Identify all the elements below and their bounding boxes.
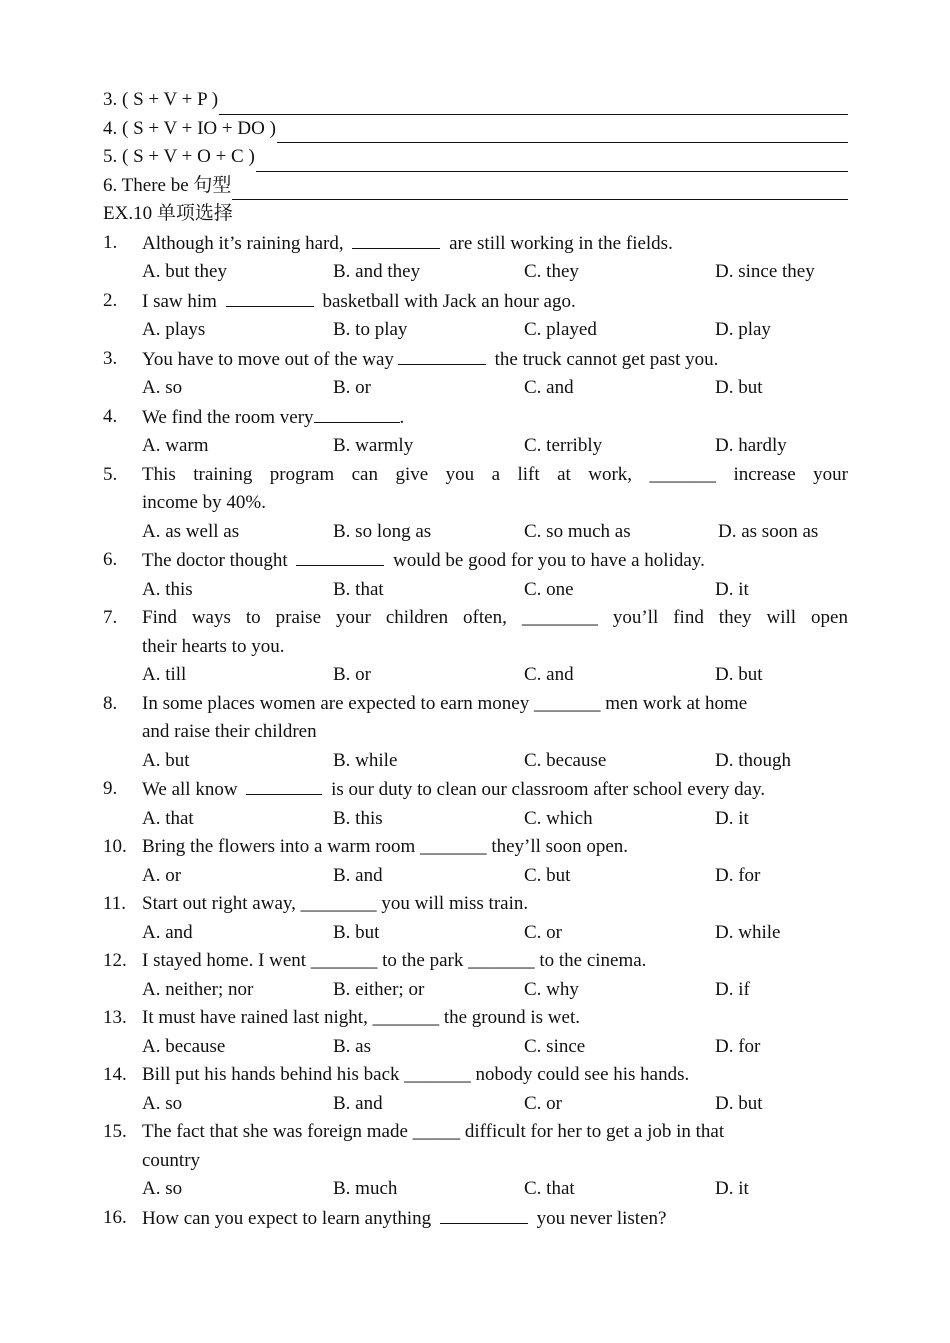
option-c: C. but [524,864,571,886]
option-d: D. but [715,664,763,685]
answer-blank [226,287,314,307]
question-text-before: How can you expect to learn anything [142,1207,432,1229]
question-text [142,775,848,805]
question-number: 10. [103,836,127,857]
option-b: B. and [333,1092,383,1114]
pattern-label: 4. ( S + V + IO + DO ) [103,117,276,139]
options-14 [103,1090,848,1119]
answer-line [256,150,848,172]
question-text [142,604,848,661]
answer-blank [352,229,440,249]
options-7 [103,661,848,690]
option-c: C. why [524,978,579,1000]
question-12 [103,947,848,976]
question-line-2: income by 40%. [142,492,267,513]
question-line-2: country [142,1149,201,1171]
question-number: 6. [103,549,118,570]
question-3 [103,345,848,375]
option-d: D. it [715,1178,749,1199]
question-text-before: The doctor thought [142,550,288,571]
options-5 [103,518,848,547]
option-b: B. warmly [333,435,414,456]
section-title: EX.10 单项选择 [103,203,233,224]
question-line-1: The fact that she was foreign made _____ difficult for her to get a job in that [142,1121,725,1142]
option-d: D. play [715,319,771,340]
option-b: B. and [333,864,383,886]
question-number: 11. [103,893,127,914]
question-1 [103,229,848,259]
question-10 [103,833,848,862]
options-10 [103,862,848,891]
answer-line [277,121,848,143]
question-16 [103,1204,848,1234]
option-b: B. to play [333,319,408,340]
option-d: D. hardly [715,435,787,456]
question-text-after: would be good for you to have a holiday. [393,550,705,571]
option-c: C. or [524,921,562,943]
question-number: 2. [103,289,118,311]
question-text-before: We find the room very [142,406,314,428]
pattern-label: 3. ( S + V + P ) [103,89,219,110]
option-a: A. but [142,749,190,771]
question-text [142,1204,848,1234]
option-b: B. that [333,578,384,600]
question-number: 12. [103,950,127,971]
question-text [142,1118,848,1175]
question-text [142,287,848,317]
option-a: A. so [142,1092,183,1114]
question-number: 4. [103,405,118,427]
question-text-after: . [399,406,405,428]
option-a: A. and [142,921,193,943]
question-15 [103,1118,848,1175]
worksheet-page [103,86,848,1233]
option-a: A. that [142,807,194,829]
option-c: C. and [524,664,574,685]
question-line-2: and raise their children [142,721,317,742]
question-number: 15. [103,1121,127,1142]
question-number: 8. [103,692,118,714]
option-d: D. it [715,578,749,600]
question-text-before: I saw him [142,290,217,312]
question-number: 7. [103,607,118,628]
question-text-after: is our duty to clean our classroom after school every day. [331,779,766,800]
option-c: C. since [524,1035,586,1057]
question-text: Bring the flowers into a warm room _______ they’ll soon open. [142,836,629,857]
question-7 [103,604,848,661]
option-c: C. which [524,807,593,829]
option-b: B. much [333,1178,398,1199]
option-d: D. but [715,1092,763,1114]
question-6 [103,546,848,576]
option-b: B. either; or [333,978,425,1000]
option-a: A. but they [142,261,227,282]
answer-blank [398,345,486,365]
options-13 [103,1033,848,1062]
question-text [142,403,848,433]
answer-line [232,178,848,200]
question-text: Bill put his hands behind his back _______ nobody could see his hands. [142,1064,690,1085]
option-c: C. they [524,261,579,282]
question-text: It must have rained last night, _______ the ground is wet. [142,1007,580,1028]
option-b: B. while [333,749,398,771]
question-text-before: We all know [142,779,238,800]
option-b: B. so long as [333,520,432,542]
option-d: D. for [715,1035,761,1057]
question-5 [103,461,848,518]
question-text-after: are still working in the fields. [449,232,673,254]
options-12 [103,976,848,1005]
question-number: 5. [103,463,118,485]
option-a: A. so [142,377,183,398]
answer-blank [246,775,322,795]
question-11 [103,890,848,919]
question-number: 3. [103,347,118,369]
option-a: A. till [142,664,187,685]
answer-blank [314,403,400,423]
options-1 [103,258,848,287]
option-a: A. plays [142,319,206,340]
question-text: Start out right away, ________ you will miss train. [142,893,529,914]
option-b: B. or [333,377,371,398]
options-4 [103,432,848,461]
option-d: D. as soon as [718,520,819,542]
option-d: D. for [715,864,761,886]
pattern-line-3 [103,86,848,115]
option-d: D. if [715,978,750,1000]
option-b: B. this [333,807,383,829]
question-2 [103,287,848,317]
question-9 [103,775,848,805]
question-text [142,345,848,375]
pattern-line-6 [103,172,848,201]
options-2 [103,316,848,345]
option-a: A. neither; nor [142,978,254,1000]
option-d: D. though [715,749,791,771]
options-3 [103,374,848,403]
pattern-line-5 [103,143,848,172]
question-line-2: their hearts to you. [142,635,285,657]
question-text-after: basketball with Jack an hour ago. [322,290,576,312]
question-number: 13. [103,1007,127,1028]
options-8 [103,747,848,776]
option-a: A. so [142,1178,183,1199]
option-a: A. as well as [142,520,240,542]
option-a: A. this [142,578,193,600]
option-c: C. played [524,319,597,340]
option-c: C. one [524,578,574,600]
question-text [142,546,848,576]
option-a: A. because [142,1035,226,1057]
question-number: 16. [103,1206,127,1228]
option-b: B. but [333,921,380,943]
question-13 [103,1004,848,1033]
question-number: 14. [103,1064,127,1085]
question-text [142,229,848,259]
question-text [142,690,848,747]
option-d: D. while [715,921,781,943]
answer-blank [296,546,384,566]
question-4 [103,403,848,433]
option-a: A. warm [142,435,209,456]
pattern-label: 6. There be 句型 [103,174,232,196]
question-text [142,461,848,518]
question-number: 1. [103,231,118,253]
options-9 [103,805,848,834]
question-text-after: you never listen? [536,1207,667,1229]
options-15 [103,1175,848,1204]
option-b: B. and they [333,261,421,282]
option-c: C. that [524,1178,575,1199]
question-8 [103,690,848,747]
option-c: C. and [524,377,574,398]
question-text-before: Although it’s raining hard, [142,232,344,254]
question-line-1: This training program can give you a lift at work, _______ increase your [142,463,848,485]
option-c: C. terribly [524,435,603,456]
pattern-line-4 [103,115,848,144]
options-11 [103,919,848,948]
question-14 [103,1061,848,1090]
options-6 [103,576,848,605]
pattern-label: 5. ( S + V + O + C ) [103,146,255,167]
option-d: D. it [715,807,749,829]
answer-line [219,93,848,115]
question-text: I stayed home. I went _______ to the park _______ to the cinema. [142,950,647,971]
option-c: C. so much as [524,520,631,542]
option-c: C. because [524,749,607,771]
option-b: B. or [333,664,371,685]
question-number: 9. [103,778,118,799]
option-a: A. or [142,864,182,886]
question-line-1: In some places women are expected to earn money _______ men work at home [142,692,748,714]
option-d: D. since they [715,261,815,282]
question-text-before: You have to move out of the way [142,348,394,370]
option-d: D. but [715,377,763,398]
question-text-after: the truck cannot get past you. [494,348,719,370]
answer-blank [440,1204,528,1224]
option-b: B. as [333,1035,371,1057]
question-line-1: Find ways to praise your children often, ________ you’ll find they will open [142,607,848,628]
option-c: C. or [524,1092,562,1114]
